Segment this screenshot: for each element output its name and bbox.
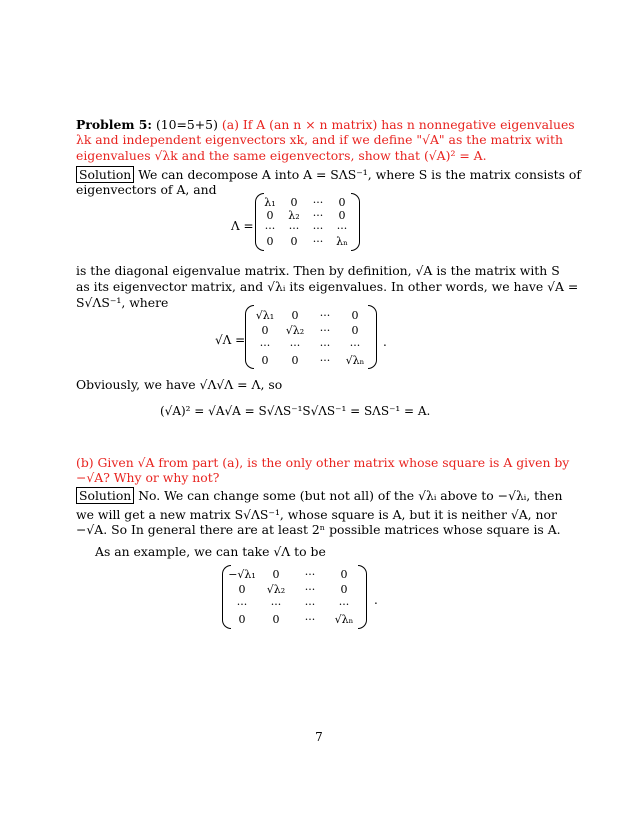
solution-a-line-5: S√ΛS⁻¹, where <box>76 295 169 310</box>
solution-a-line-1 <box>76 167 581 182</box>
m3-cell-r4c4: √λₙ <box>334 613 354 626</box>
page-number: 7 <box>315 730 323 744</box>
m2-cell-r1c2: 0 <box>291 309 299 322</box>
m2-cell-r4c1: 0 <box>261 354 269 367</box>
matrix3-period: . <box>374 593 378 607</box>
solution-b-line-1 <box>76 488 563 503</box>
m3-cell-r4c1: 0 <box>238 613 246 626</box>
m2-cell-r4c4: √λₙ <box>345 354 365 367</box>
m2-cell-r2c3: ··· <box>319 324 331 337</box>
part-a-text-3: eigenvalues √λk and the same eigenvectors, show that (√A)² = A. <box>76 148 487 163</box>
m3-cell-r2c3: ··· <box>304 583 316 596</box>
m1-cell-r2c3: ··· <box>312 209 324 222</box>
m1-cell-r3c4: ··· <box>336 222 348 235</box>
m1-cell-r4c2: 0 <box>290 235 298 248</box>
part-a-text-1: (a) If A (an n × n matrix) has n nonnegative eigenvalues <box>221 117 575 132</box>
m3-cell-r1c1: −√λ₁ <box>228 568 256 581</box>
m2-cell-r3c4: ··· <box>349 339 361 352</box>
problem-points: (10=5+5) <box>155 117 218 132</box>
problem-line-1 <box>76 117 575 132</box>
m1-cell-r4c3: ··· <box>312 235 324 248</box>
m1-cell-r2c2: λ₂ <box>288 209 300 222</box>
m3-cell-r1c4: 0 <box>340 568 348 581</box>
solution-b-label: Solution <box>76 487 134 504</box>
m1-cell-r1c2: 0 <box>290 196 298 209</box>
m2-cell-r1c3: ··· <box>319 309 331 322</box>
m2-cell-r3c3: ··· <box>319 339 331 352</box>
matrix2-period: . <box>383 335 387 349</box>
m2-cell-r3c1: ··· <box>259 339 271 352</box>
m1-cell-r2c1: 0 <box>266 209 274 222</box>
m2-cell-r2c1: 0 <box>261 324 269 337</box>
m1-cell-r4c1: 0 <box>266 235 274 248</box>
m2-cell-r1c1: √λ₁ <box>255 309 275 322</box>
m2-cell-r1c4: 0 <box>351 309 359 322</box>
m1-cell-r4c4: λₙ <box>336 235 348 248</box>
solution-b-text: No. We can change some (but not all) of the √λᵢ above to −√λᵢ, then <box>134 488 563 503</box>
m2-cell-r3c2: ··· <box>289 339 301 352</box>
solution-a-line-4: as its eigenvector matrix, and √λᵢ its eigenvalues. In other words, we have √A = <box>76 279 579 294</box>
m3-cell-r1c3: ··· <box>304 568 316 581</box>
m2-cell-r2c4: 0 <box>351 324 359 337</box>
m3-cell-r2c2: √λ₂ <box>266 583 286 596</box>
m3-cell-r2c1: 0 <box>238 583 246 596</box>
m1-cell-r3c2: ··· <box>288 222 300 235</box>
m3-cell-r4c3: ··· <box>304 613 316 626</box>
part-b-text-2: −√A? Why or why not? <box>76 470 220 485</box>
final-equation: (√A)² = √A√A = S√ΛS⁻¹S√ΛS⁻¹ = SΛS⁻¹ = A. <box>160 404 431 418</box>
sqrt-lambda-equals: √Λ = <box>215 333 246 347</box>
solution-b-line-4: As an example, we can take √Λ to be <box>95 544 326 559</box>
m1-cell-r1c4: 0 <box>338 196 346 209</box>
solution-b-line-3: −√A. So In general there are at least 2ⁿ possible matrices whose square is A. <box>76 522 561 537</box>
m1-cell-r3c1: ··· <box>264 222 276 235</box>
m3-cell-r2c4: 0 <box>340 583 348 596</box>
m1-cell-r1c3: ··· <box>312 196 324 209</box>
m2-cell-r4c3: ··· <box>319 354 331 367</box>
part-b-text-1: (b) Given √A from part (a), is the only other matrix whose square is A given by <box>76 455 570 470</box>
solution-b-line-2: we will get a new matrix S√ΛS⁻¹, whose square is A, but it is neither √A, nor <box>76 507 557 522</box>
m2-cell-r2c2: √λ₂ <box>285 324 305 337</box>
m3-cell-r4c2: 0 <box>272 613 280 626</box>
solution-a-line-2: eigenvectors of A, and <box>76 182 217 197</box>
m1-cell-r2c4: 0 <box>338 209 346 222</box>
solution-label: Solution <box>76 166 134 183</box>
lambda-equals: Λ = <box>231 219 254 233</box>
m3-cell-r3c3: ··· <box>304 598 316 611</box>
solution-a-line-6: Obviously, we have √Λ√Λ = Λ, so <box>76 377 283 392</box>
m1-cell-r1c1: λ₁ <box>264 196 276 209</box>
m3-cell-r3c1: ··· <box>236 598 248 611</box>
m3-cell-r3c4: ··· <box>338 598 350 611</box>
m3-cell-r1c2: 0 <box>272 568 280 581</box>
m3-cell-r3c2: ··· <box>270 598 282 611</box>
solution-a-line-3: is the diagonal eigenvalue matrix. Then by definition, √A is the matrix with S <box>76 263 560 278</box>
problem-heading: Problem 5: <box>76 117 152 132</box>
part-a-text-2: λk and independent eigenvectors xk, and if we define "√A" as the matrix with <box>76 132 563 147</box>
m2-cell-r4c2: 0 <box>291 354 299 367</box>
solution-a-text: We can decompose A into A = SΛS⁻¹, where S is the matrix consists of <box>134 167 581 182</box>
m1-cell-r3c3: ··· <box>312 222 324 235</box>
